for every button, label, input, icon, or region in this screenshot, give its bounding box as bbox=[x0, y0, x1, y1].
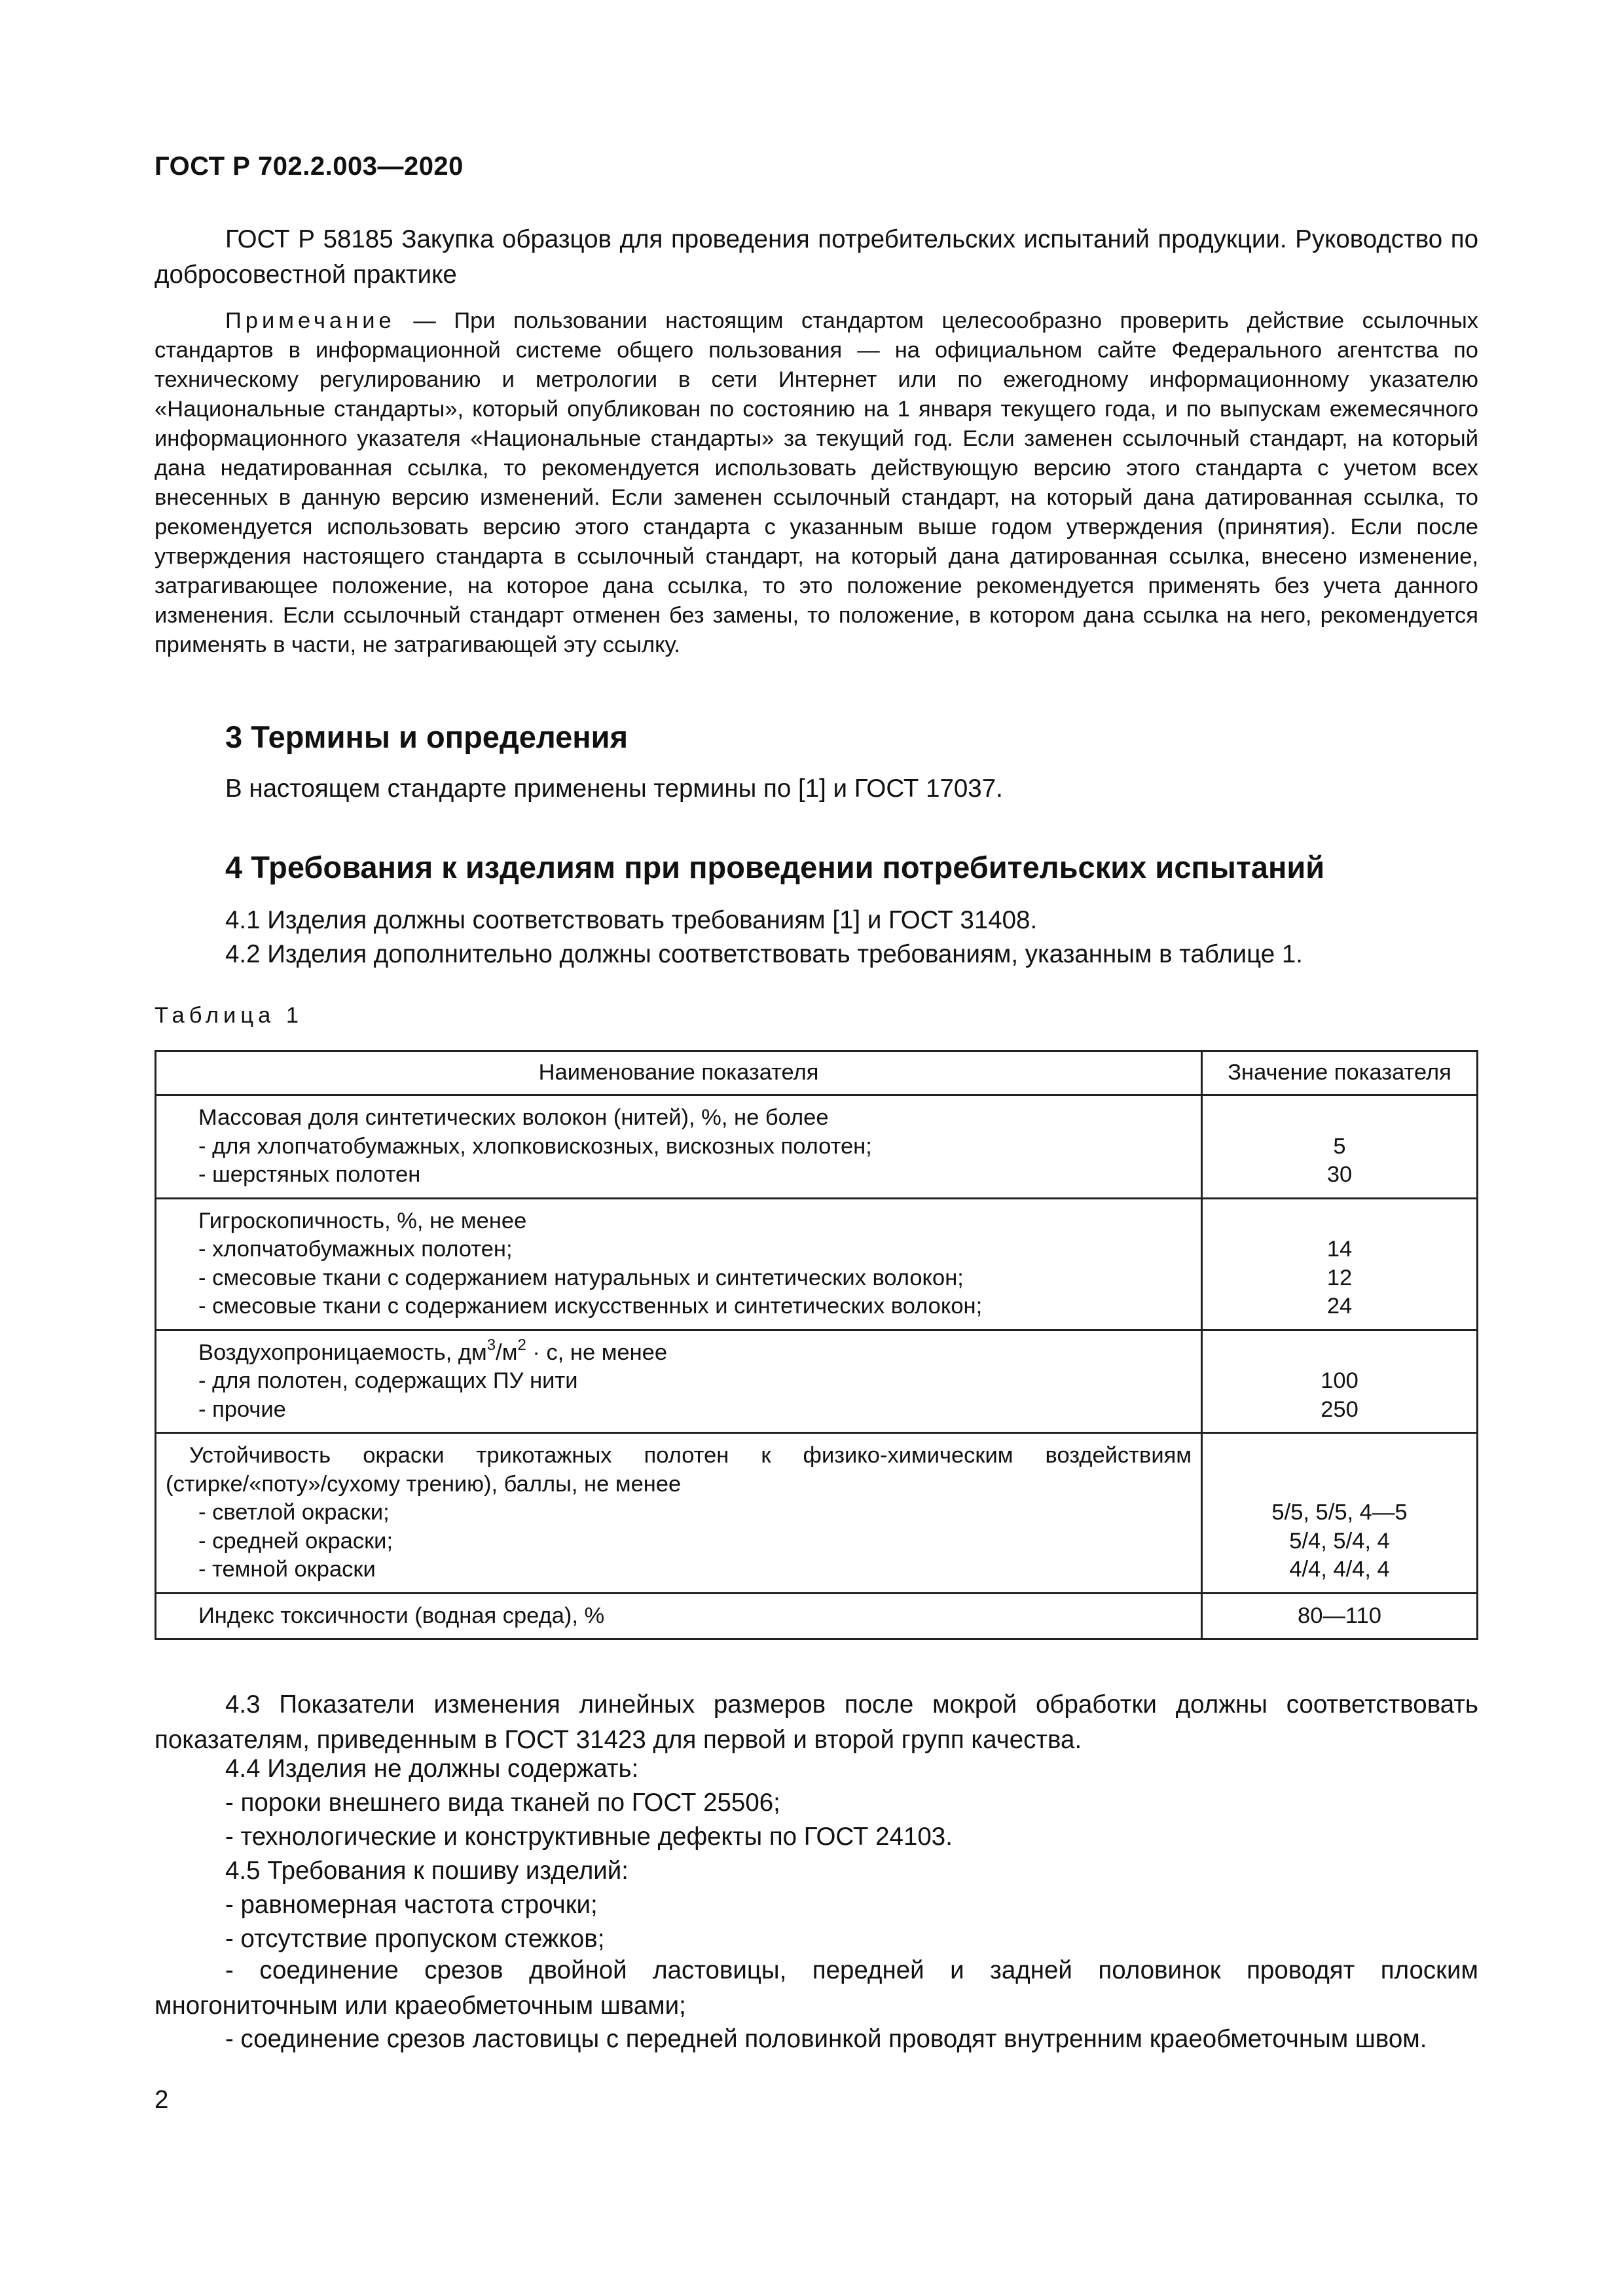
value-item: 30 bbox=[1326, 1162, 1353, 1187]
indicator-title: Гигроскопичность, %, не менее bbox=[198, 1208, 527, 1233]
section-3-title: 3 Термины и определения bbox=[225, 720, 628, 754]
value-item: 12 bbox=[1326, 1265, 1353, 1290]
table-header-row bbox=[156, 1051, 1478, 1095]
indicator-cell bbox=[156, 1198, 1202, 1330]
paragraph-4-4: 4.4 Изделия не должны содержать: bbox=[225, 1755, 639, 1783]
indicator-item: - хлопчатобумажных полотен; bbox=[198, 1237, 513, 1262]
table-row bbox=[156, 1198, 1478, 1330]
table-row bbox=[156, 1330, 1478, 1433]
indicator-item: - светлой окраски; bbox=[198, 1500, 390, 1525]
indicator-item: - средней окраски; bbox=[198, 1528, 393, 1554]
indicator-item: - смесовые ткани с содержанием натуральных и синтетических волокон; bbox=[198, 1265, 964, 1290]
reference-gost-58185: ГОСТ Р 58185 Закупка образцов для проведения потребительских испытаний продукции. Руководство по добросовестной практике bbox=[155, 225, 1478, 289]
list-item: - равномерная частота строчки; bbox=[225, 1891, 598, 1919]
value-cell bbox=[1202, 1095, 1478, 1199]
paragraph-4-3: 4.3 Показатели изменения линейных размеров после мокрой обработки должны соответствовать показателям, приведенным в ГОСТ 31423 для первой и второй групп качества. bbox=[155, 1690, 1478, 1754]
indicator-cell bbox=[156, 1330, 1202, 1433]
indicator-item: - смесовые ткани с содержанием искусственных и синтетических волокон; bbox=[198, 1294, 983, 1319]
value-item: 14 bbox=[1326, 1237, 1353, 1262]
indicator-cell bbox=[156, 1593, 1202, 1639]
indicator-cell bbox=[156, 1433, 1202, 1594]
value-cell bbox=[1202, 1433, 1478, 1594]
indicator-item: - для хлопчатобумажных, хлопковискозных, вискозных полотен; bbox=[198, 1133, 872, 1159]
list-item: - отсутствие пропуском стежков; bbox=[225, 1925, 605, 1953]
table-row bbox=[156, 1433, 1478, 1594]
indicator-title: Индекс токсичности (водная среда), % bbox=[198, 1603, 605, 1628]
table-caption: Таблица 1 bbox=[155, 1003, 304, 1028]
list-item: - соединение срезов ластовицы с передней половинкой проводят внутренним краеобметочным швом. bbox=[225, 2025, 1427, 2053]
value-item: 80—110 bbox=[1298, 1603, 1381, 1628]
note-text: — При пользовании настоящим стандартом целесообразно проверить действие ссылочных стандартов в информационной системе общего пользования — на официальном сайте Федерального агентства по техническому регулированию и метрологии в сети Интернет или по ежегодному информационному указателю «Национальные стандарты», который опубликован по состоянию на 1 января текущего года, и по выпускам ежемесячного информационного указателя «Национальные стандарты» за текущий год. Если заменен ссылочный стандарт, на который дана недатированная ссылка, то рекомендуется использовать действующую версию этого стандарта с учетом всех внесенных в данную версию изменений. Если заменен ссылочный стандарт, на который дана датированная ссылка, то рекомендуется использовать версию этого стандарта с указанным выше годом утверждения (принятия). Если после утверждения настоящего стандарта в ссылочный стандарт, на который дана датированная ссылка, внесено изменение, затрагивающее положение, на которое дана ссылка, то это положение рекомендуется применять без учета данного изменения. Если ссылочный стандарт отменен без замены, то положение, в котором дана ссылка на него, рекомендуется применять в части, не затрагивающей эту ссылку. bbox=[155, 308, 1478, 657]
indicator-title: Воздухопроницаемость, $дм^3/м^2 \cdot с$, не менее bbox=[198, 1336, 668, 1365]
indicator-title: Массовая доля синтетических волокон (нитей), %, не более bbox=[198, 1105, 829, 1130]
paragraph-4-1: 4.1 Изделия должны соответствовать требованиям [1] и ГОСТ 31408. bbox=[225, 906, 1038, 934]
indicator-item: - для полотен, содержащих ПУ нити bbox=[198, 1368, 578, 1393]
indicator-item: - темной окраски bbox=[198, 1557, 376, 1582]
indicator-title: Устойчивость окраски трикотажных полотен к физико-химическим воздействиям (стирке/«поту»/сухому трению), баллы, не менее bbox=[166, 1443, 1192, 1497]
value-cell bbox=[1202, 1593, 1478, 1639]
table-row bbox=[156, 1593, 1478, 1639]
section-3-text: В настоящем стандарте применены термины по [1] и ГОСТ 17037. bbox=[225, 774, 1003, 803]
value-item: 100 bbox=[1321, 1368, 1359, 1393]
list-item: - технологические и конструктивные дефекты по ГОСТ 24103. bbox=[225, 1823, 953, 1851]
page-number: 2 bbox=[155, 2086, 169, 2114]
table-row bbox=[156, 1095, 1478, 1199]
reference-note bbox=[155, 306, 1478, 660]
value-cell bbox=[1202, 1198, 1478, 1330]
document-code-header: ГОСТ Р 702.2.003—2020 bbox=[155, 152, 464, 181]
requirements-table bbox=[155, 1050, 1478, 1640]
section-4-title: 4 Требования к изделиям при проведении потребительских испытаний bbox=[225, 850, 1325, 884]
list-item: - соединение срезов двойной ластовицы, передней и задней половинок проводят плоским многониточным или краеобметочным швами; bbox=[155, 1956, 1478, 2020]
indicator-item: - прочие bbox=[198, 1396, 286, 1422]
value-item: 4/4, 4/4, 4 bbox=[1289, 1557, 1390, 1582]
indicator-cell bbox=[156, 1095, 1202, 1199]
value-item: 5 bbox=[1333, 1133, 1346, 1159]
column-header-value: Значение показателя bbox=[1202, 1051, 1478, 1095]
paragraph-4-5: 4.5 Требования к пошиву изделий: bbox=[225, 1857, 629, 1885]
value-item: 5/4, 5/4, 4 bbox=[1289, 1528, 1390, 1554]
indicator-item: - шерстяных полотен bbox=[198, 1162, 421, 1187]
column-header-indicator: Наименование показателя bbox=[156, 1051, 1202, 1095]
value-item: 250 bbox=[1321, 1396, 1359, 1422]
value-item: 24 bbox=[1326, 1294, 1353, 1319]
note-label: Примечание bbox=[225, 308, 395, 333]
paragraph-4-2: 4.2 Изделия дополнительно должны соответствовать требованиям, указанным в таблице 1. bbox=[225, 940, 1304, 968]
list-item: - пороки внешнего вида тканей по ГОСТ 25506; bbox=[225, 1789, 780, 1817]
value-item: 5/5, 5/5, 4—5 bbox=[1271, 1500, 1408, 1525]
value-cell bbox=[1202, 1330, 1478, 1433]
